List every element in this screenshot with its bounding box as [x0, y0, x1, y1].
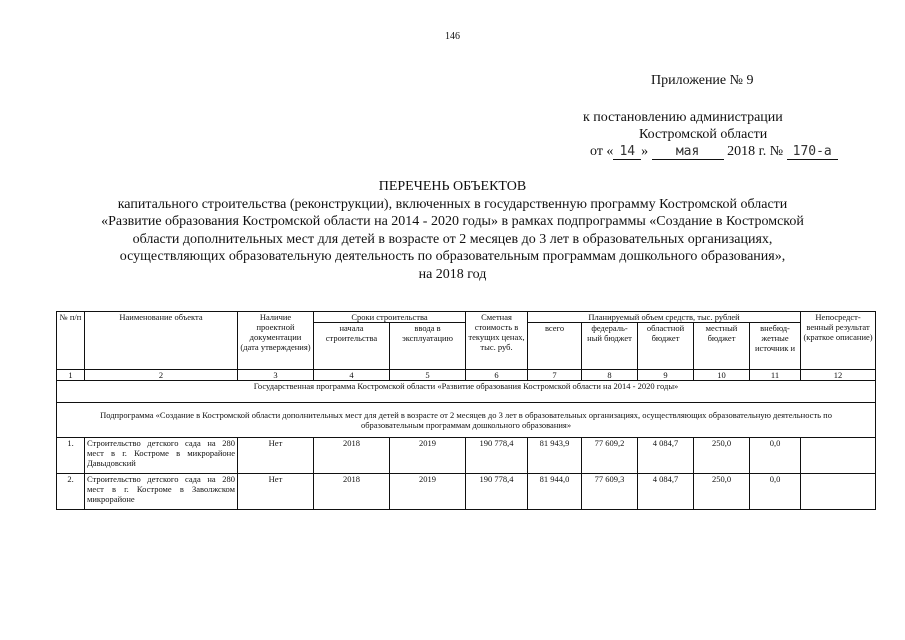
header-row-1	[57, 312, 876, 323]
col-number: 2	[85, 370, 238, 381]
header-regional: областной бюджет	[638, 323, 694, 370]
date-mid: »	[641, 144, 649, 159]
col-number: 12	[801, 370, 876, 381]
row-total: 81 943,9	[528, 438, 582, 474]
heading-line-1: капитального строительства (реконструкции), включенных в государственную программу Костромской области	[117, 196, 788, 212]
header-planned: Планируемый объем средств, тыс. рублей	[528, 312, 801, 323]
document-heading	[60, 178, 845, 283]
header-docs: Наличие проектной документации (дата утверждения)	[238, 312, 314, 370]
col-number: 4	[314, 370, 390, 381]
col-number: 7	[528, 370, 582, 381]
col-number: 1	[57, 370, 85, 381]
appendix-title: Приложение № 9	[651, 73, 754, 88]
page-number: 146	[445, 31, 460, 42]
header-estimate: Сметная стоимость в текущих ценах, тыс. руб.	[466, 312, 528, 370]
date-day: 14	[613, 145, 641, 160]
row-federal: 77 609,2	[582, 438, 638, 474]
row-regional: 4 084,7	[638, 438, 694, 474]
date-year: 2018 г. №	[727, 144, 784, 159]
header-commission: ввода в эксплуатацию	[390, 323, 466, 370]
column-number-row	[57, 370, 876, 381]
row-offbudget: 0,0	[750, 438, 801, 474]
col-number: 3	[238, 370, 314, 381]
date-prefix: от «	[590, 144, 614, 159]
row-result	[801, 438, 876, 474]
row-start: 2018	[314, 438, 390, 474]
heading-line-3: области дополнительных мест для детей в возрасте от 2 месяцев до 3 лет в образовательных организациях,	[132, 231, 773, 247]
col-number: 10	[694, 370, 750, 381]
header-total: всего	[528, 323, 582, 370]
header-terms: Сроки строительства	[314, 312, 466, 323]
subprogram-cell: Подпрограмма «Создание в Костромской области дополнительных мест для детей в возрасте от 2 месяцев до 3 лет в образовательных организациях, осуществляющих образовательную деятельность по образовательным программам дошкольного образования»	[57, 403, 876, 438]
row-num: 1.	[57, 438, 85, 474]
heading-line-4: осуществляющих образовательную деятельность по образовательным программам дошкольного образования»,	[119, 249, 786, 264]
header-offbudget: внебюд-жетные источник и	[750, 323, 801, 370]
row-federal: 77 609,3	[582, 474, 638, 510]
header-name: Наименование объекта	[85, 312, 238, 370]
header-result: Непосредст-венный результат (краткое описание)	[801, 312, 876, 370]
header-federal: федераль-ный бюджет	[582, 323, 638, 370]
row-offbudget: 0,0	[750, 474, 801, 510]
row-name: Строительство детского сада на 280 мест в г. Костроме в микрорайоне Давыдовский	[85, 438, 238, 474]
col-number: 11	[750, 370, 801, 381]
header-num: № п/п	[57, 312, 85, 370]
col-number: 8	[582, 370, 638, 381]
row-commission: 2019	[390, 438, 466, 474]
row-regional: 4 084,7	[638, 474, 694, 510]
row-estimate: 190 778,4	[466, 438, 528, 474]
program-row	[57, 381, 876, 403]
table-row	[57, 474, 876, 510]
col-number: 5	[390, 370, 466, 381]
row-local: 250,0	[694, 474, 750, 510]
heading-title: ПЕРЕЧЕНЬ ОБЪЕКТОВ	[378, 179, 527, 194]
row-result	[801, 474, 876, 510]
header-local: местный бюджет	[694, 323, 750, 370]
heading-line-2: «Развитие образования Костромской области на 2014 - 2020 годы» в рамках подпрограммы «Создание в Костромской	[101, 214, 804, 229]
date-month: мая	[652, 145, 724, 160]
subprogram-row	[57, 403, 876, 438]
row-total: 81 944,0	[528, 474, 582, 510]
row-name: Строительство детского сада на 280 мест в г. Костроме в Заволжском микрорайоне	[85, 474, 238, 510]
header-start: начала строительства	[314, 323, 390, 370]
appendix-resolution-line: к постановлению администрации	[583, 110, 783, 125]
row-estimate: 190 778,4	[466, 474, 528, 510]
col-number: 9	[638, 370, 694, 381]
appendix-region-line: Костромской области	[639, 127, 768, 142]
row-start: 2018	[314, 474, 390, 510]
program-cell: Государственная программа Костромской области «Развитие образования Костромской области на 2014 - 2020 годы»	[57, 381, 876, 403]
col-number: 6	[466, 370, 528, 381]
row-docs: Нет	[238, 438, 314, 474]
row-num: 2.	[57, 474, 85, 510]
heading-line-5: на 2018 год	[418, 266, 487, 282]
row-commission: 2019	[390, 474, 466, 510]
appendix-date-line	[590, 144, 838, 160]
objects-table	[56, 311, 876, 510]
date-number: 170-а	[787, 145, 838, 160]
table-row	[57, 438, 876, 474]
row-docs: Нет	[238, 474, 314, 510]
row-local: 250,0	[694, 438, 750, 474]
